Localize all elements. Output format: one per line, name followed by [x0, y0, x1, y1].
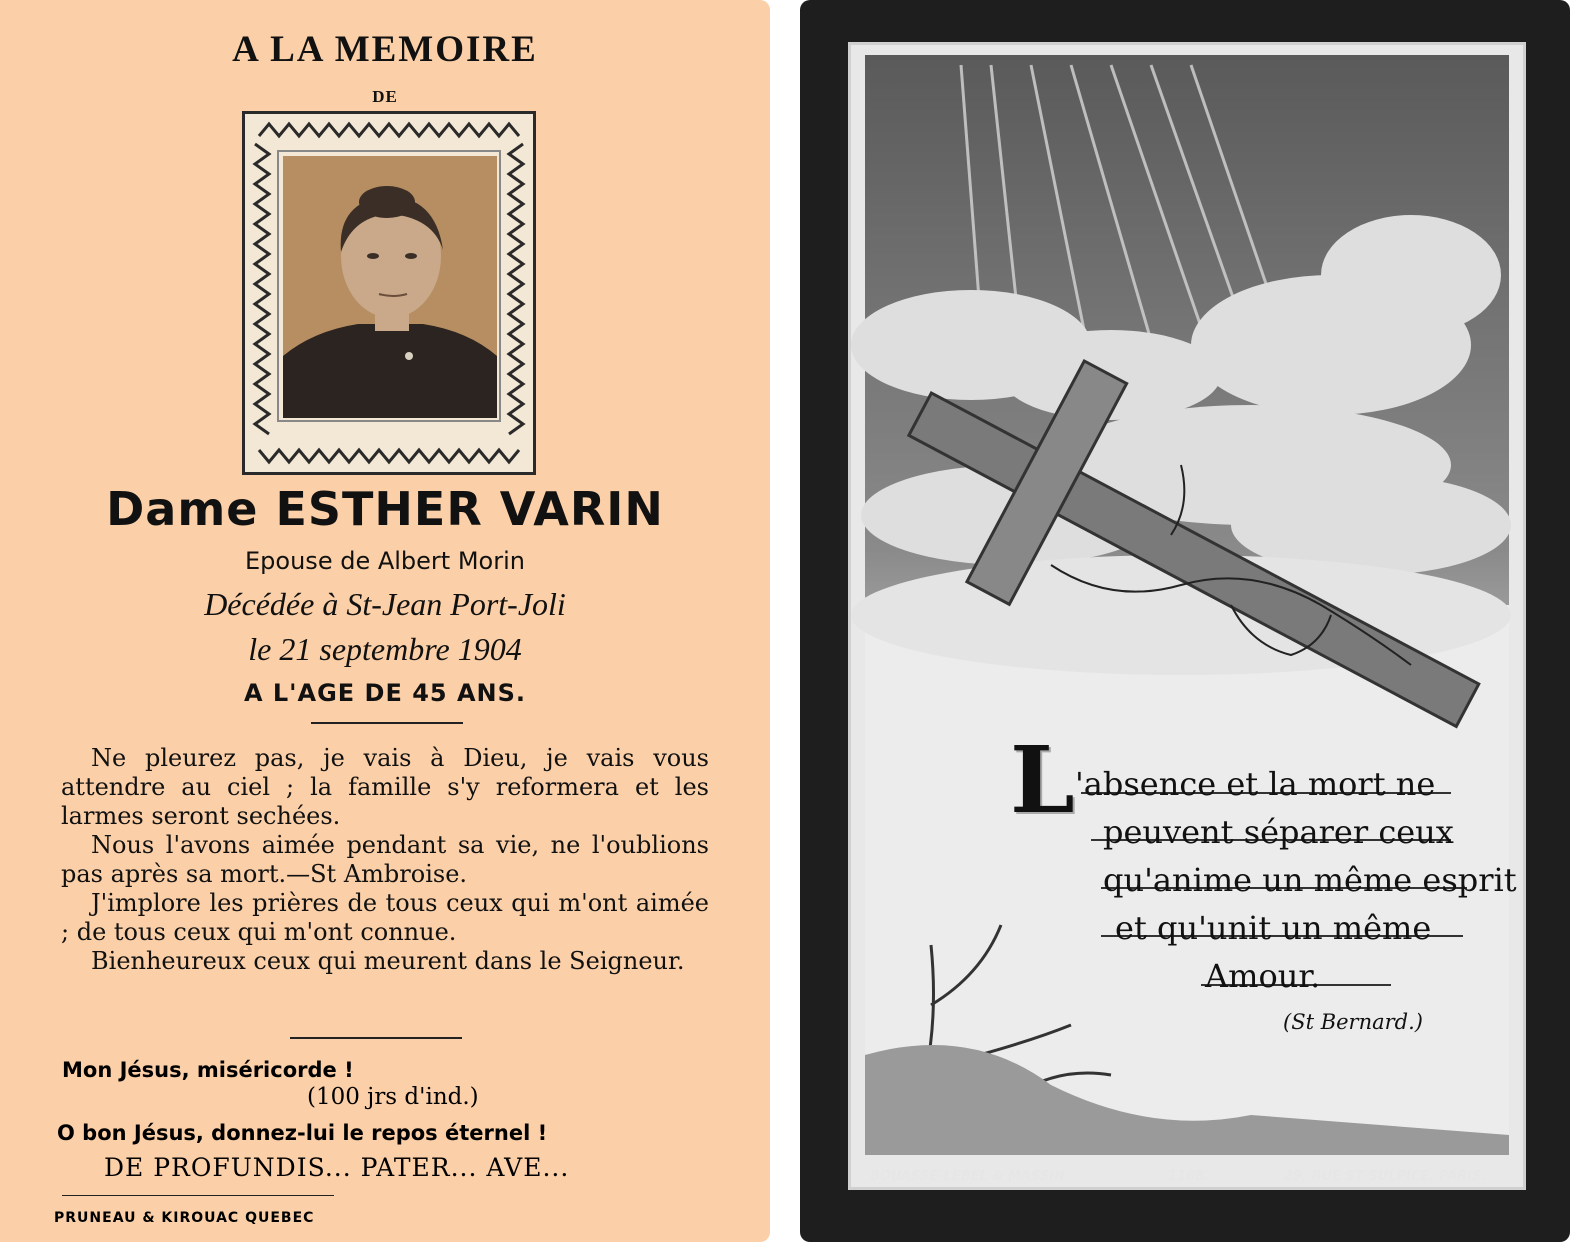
age-line: A L'AGE DE 45 ANS.: [243, 679, 527, 707]
paragraph: Nous l'avons aimée pendant sa vie, ne l'oublions pas après sa mort.—St Ambroise.: [61, 831, 709, 888]
quote-line: peuvent séparer ceux: [1103, 813, 1454, 851]
publisher-address: 29, RUE ST SULPICE, PARIS.: [1284, 1169, 1487, 1184]
closing-prayers: DE PROFUNDIS... PATER... AVE...: [104, 1153, 570, 1182]
portrait-woman: [283, 156, 497, 418]
indulgence-note: (100 jrs d'ind.): [307, 1084, 479, 1110]
deceased-name: Dame ESTHER VARIN: [106, 482, 664, 536]
quote-attribution: (St Bernard.): [1283, 1010, 1423, 1034]
quote-line: qu'anime un même esprit: [1103, 861, 1517, 899]
memorial-text: [61, 744, 709, 976]
drop-cap: L: [1010, 726, 1075, 834]
paragraph: Ne pleurez pas, je vais à Dieu, je vais vous attendre au ciel ; la famille s'y reformera et les larmes seront sechées.: [61, 744, 709, 830]
divider-printer: [62, 1195, 334, 1196]
quote-text: [1075, 760, 1517, 1000]
portrait-frame: [242, 111, 536, 475]
printer-imprint: PRUNEAU & KIROUAC QUEBEC: [54, 1210, 315, 1226]
quote-line: et qu'unit un même: [1115, 909, 1432, 947]
plate-number: 1168.: [1168, 1169, 1210, 1184]
card-subtitle-de: DE: [372, 87, 398, 106]
portrait-photo: [283, 156, 497, 418]
death-date: le 21 septembre 1904: [248, 631, 522, 667]
prayer-repos: O bon Jésus, donnez-lui le repos éternel !: [57, 1121, 548, 1145]
divider-bottom: [290, 1037, 462, 1039]
memorial-card-front: [0, 0, 770, 1242]
paragraph: Bienheureux ceux qui meurent dans le Seigneur.: [91, 947, 685, 975]
spouse-line: Epouse de Albert Morin: [245, 547, 525, 575]
prayer-misericorde: Mon Jésus, miséricorde !: [62, 1058, 354, 1082]
engraving-panel: [848, 42, 1526, 1190]
paragraph: J'implore les prières de tous ceux qui m'ont aimée ; de tous ceux qui m'ont connue.: [61, 889, 709, 946]
divider-top: [311, 722, 463, 724]
publisher-imprint: BOUASSE-LEBEL & MASSIN.: [870, 1169, 1071, 1184]
quote-line: 'absence et la mort ne: [1075, 765, 1436, 803]
card-title: A LA MEMOIRE: [232, 29, 538, 70]
quote-line: Amour.: [1205, 957, 1321, 995]
death-place: Décédée à St-Jean Port-Joli: [204, 586, 566, 622]
